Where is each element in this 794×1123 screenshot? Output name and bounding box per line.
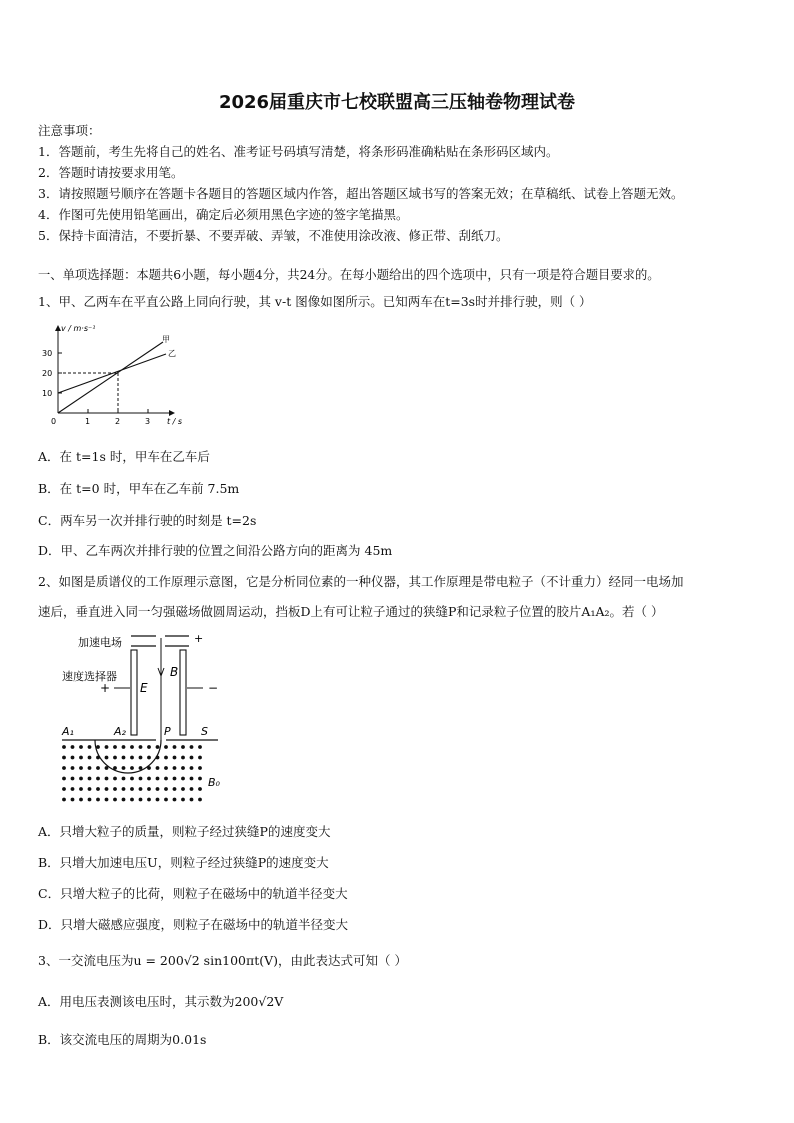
field-dot [173,766,177,770]
field-dot [105,777,109,781]
field-dot [198,787,202,791]
field-dot [198,798,202,802]
plus-sign: + [194,632,204,645]
field-dot [147,787,151,791]
field-dot [71,756,75,760]
field-dot [62,766,66,770]
field-dot [122,787,126,791]
b0-label: B₀ [208,776,220,789]
field-dot [173,798,177,802]
selector-label: 速度选择器 [62,670,117,683]
field-dot [181,777,185,781]
field-dot [198,766,202,770]
field-dot [88,756,92,760]
field-dot [105,766,109,770]
field-dot [113,756,117,760]
field-dot [96,777,100,781]
field-dot [173,787,177,791]
field-dot [130,745,134,749]
field-dot [164,756,168,760]
b-label: B [170,665,179,679]
field-dot [105,798,109,802]
field-dot [190,787,194,791]
field-dot [190,766,194,770]
field-dot [122,777,126,781]
field-dot [147,766,151,770]
q1-option-a: A．在 t=1s 时，甲车在乙车后 [38,449,210,464]
xtick-label: 0 [51,417,57,426]
field-dot [105,756,109,760]
field-dot [96,756,100,760]
field-dot [113,745,117,749]
field-dot [79,745,83,749]
field-dot [88,766,92,770]
field-dot [156,745,160,749]
field-dot [130,787,134,791]
field-dot [139,756,143,760]
field-dot [113,766,117,770]
field-dot [96,787,100,791]
field-dot [88,745,92,749]
y-axis-label: v / m·s⁻¹ [61,324,96,333]
xtick-label: 1 [85,417,91,426]
x-axis-label: t / s [167,417,183,426]
field-dot [88,777,92,781]
field-dot [139,745,143,749]
field-dot [79,777,83,781]
p-label: P [164,725,171,738]
q1-option-d: D．甲、乙车两次并排行驶的位置之间沿公路方向的距离为 45m [38,543,393,558]
minus-sign: − [208,681,219,695]
field-dot [113,777,117,781]
field-dot [96,766,100,770]
q1-option-c: C．两车另一次并排行驶的时刻是 t=2s [38,513,257,528]
field-dot [181,766,185,770]
notice-item: 5．保持卡面清洁，不要折暴、不要弄破、弄皱，不准使用涂改液、修正带、刮纸刀。 [38,228,509,243]
field-dot [173,745,177,749]
field-dot [130,756,134,760]
field-dot [122,766,126,770]
field-dot [173,756,177,760]
field-dot [79,766,83,770]
a1-label: A₁ [62,725,74,738]
field-dot [147,798,151,802]
field-dot [122,756,126,760]
field-dot [62,756,66,760]
notice-item: 1．答题前，考生先将自己的姓名、准考证号码填写清楚，将条形码准确粘贴在条形码区域内。 [38,144,559,159]
xtick-label: 2 [115,417,121,426]
field-dot [71,766,75,770]
field-dot [96,745,100,749]
field-dot [181,787,185,791]
field-dot [164,777,168,781]
mass-spectrometer-figure [58,628,233,806]
field-dot [62,798,66,802]
field-dot [139,798,143,802]
question-2-stem-line2: 速后，垂直进入同一匀强磁场做圆周运动，挡板D上有可让粒子通过的狭缝P和记录粒子位置的胶片A₁A₂。若（ ） [38,604,664,619]
field-dot [198,756,202,760]
field-dot [181,745,185,749]
field-dot [62,787,66,791]
field-dot [71,798,75,802]
field-dot [79,756,83,760]
ytick-label: 10 [42,389,53,398]
field-dot [71,745,75,749]
plus-sign: + [100,681,111,695]
q1-option-b: B．在 t=0 时，甲车在乙车前 7.5m [38,481,240,496]
field-dot [198,745,202,749]
question-1-stem: 1、甲、乙两车在平直公路上同向行驶，其 v-t 图像如图所示。已知两车在t=3s时并排行驶，则（ ） [38,294,592,309]
field-dot [190,777,194,781]
field-dot [88,787,92,791]
field-dot [62,777,66,781]
question-2-stem-line1: 2、如图是质谱仪的工作原理示意图，它是分析同位素的一种仪器，其工作原理是带电粒子（不计重力）经同一电场加 [38,574,684,589]
field-dot [156,756,160,760]
q3-option-a: A．用电压表测该电压时，其示数为200√2V [38,994,284,1009]
field-dot [147,756,151,760]
q2-option-c: C．只增大粒子的比荷，则粒子在磁场中的轨道半径变大 [38,886,348,901]
field-dot [164,745,168,749]
field-dot [105,787,109,791]
field-dot [164,766,168,770]
question-3-stem: 3、一交流电压为u = 200√2 sin100πt(V)，由此表达式可知（ ） [38,953,407,968]
field-dot [181,798,185,802]
label-jia: 甲 [162,335,170,344]
e-label: E [140,681,148,695]
field-dot [71,787,75,791]
label-yi: 乙 [168,349,176,358]
vt-graph [38,320,188,430]
notice-heading: 注意事项： [38,123,101,138]
field-dot [122,745,126,749]
field-dot [88,798,92,802]
field-dot [156,766,160,770]
field-dot [122,798,126,802]
ytick-label: 30 [42,349,53,358]
s-label: S [201,725,208,738]
q3-option-b: B．该交流电压的周期为0.01s [38,1032,207,1047]
field-dot [147,745,151,749]
notice-item: 2．答题时请按要求用笔。 [38,165,184,180]
a2-label: A₂ [114,725,126,738]
q2-option-a: A．只增大粒子的质量，则粒子经过狭缝P的速度变大 [38,824,331,839]
field-dot [113,787,117,791]
field-dot [173,777,177,781]
field-dot [198,777,202,781]
field-dot [79,798,83,802]
field-dot [190,798,194,802]
q2-option-b: B．只增大加速电压U，则粒子经过狭缝P的速度变大 [38,855,329,870]
field-dot [96,798,100,802]
ytick-label: 20 [42,369,53,378]
notice-item: 4．作图可先使用铅笔画出，确定后必须用黑色字迹的签字笔描黑。 [38,207,409,222]
field-dot [156,787,160,791]
field-dot [79,787,83,791]
field-dot [130,777,134,781]
field-dot [113,798,117,802]
field-dot [139,777,143,781]
field-dot [71,777,75,781]
line-jia [58,342,163,413]
field-dot [62,745,66,749]
field-dot [139,787,143,791]
field-dot [190,745,194,749]
field-dot [156,798,160,802]
accel-field-label: 加速电场 [78,636,122,649]
field-dot [147,777,151,781]
field-dot [130,766,134,770]
xtick-label: 3 [145,417,151,426]
field-dot [181,756,185,760]
notice-item: 3．请按照题号顺序在答题卡各题目的答题区域内作答，超出答题区域书写的答案无效；在草稿纸、试卷上答题无效。 [38,186,684,201]
field-dot [156,777,160,781]
field-dot [190,756,194,760]
field-dot [105,745,109,749]
field-dot [164,787,168,791]
page-title: 2026届重庆市七校联盟高三压轴卷物理试卷 [218,92,576,113]
field-dot [130,798,134,802]
field-dot [139,766,143,770]
section-heading: 一、单项选择题：本题共6小题，每小题4分，共24分。在每小题给出的四个选项中，只有一项是符合题目要求的。 [38,268,660,282]
field-dot [164,798,168,802]
q2-option-d: D．只增大磁感应强度，则粒子在磁场中的轨道半径变大 [38,917,349,932]
